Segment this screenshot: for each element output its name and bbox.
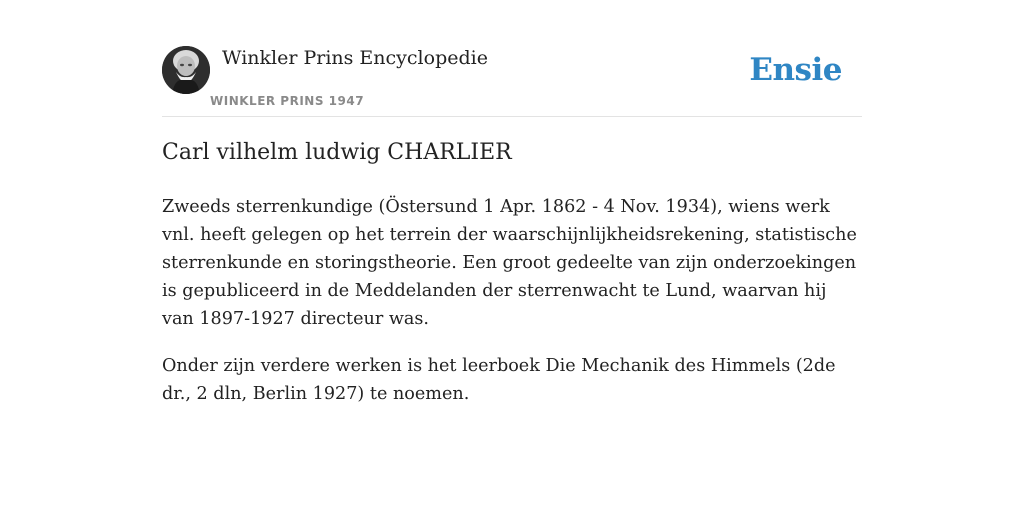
page-header — [162, 46, 862, 117]
article-paragraph: Onder zijn verdere werken is het leerboek Die Mechanik des Himmels (2de dr., 2 dln, Berlin 1927) te noemen. — [162, 356, 836, 404]
publication-avatar[interactable] — [162, 46, 210, 94]
article-paragraph: Zweeds sterrenkundige (Östersund 1 Apr. 1862 - 4 Nov. 1934), wiens werk vnl. heeft gelegen op het terrein der waarschijnlijkheidsrekening, statistische sterrenkunde en storingstheorie. Een groot gedeelte van zijn onderzoekingen is gepubliceerd in de Meddelanden der sterrenwacht te Lund, waarvan hij van 1897-1927 directeur was. — [162, 197, 857, 329]
article-title: Carl vilhelm ludwig CHARLIER — [162, 140, 512, 165]
brand-logo[interactable]: Ensie — [749, 52, 842, 88]
article-body — [162, 193, 862, 427]
publication-name-link[interactable]: Winkler Prins Encyclopedie — [222, 47, 488, 69]
publication-subtitle: WINKLER PRINS 1947 — [210, 94, 365, 108]
portrait-image — [162, 46, 210, 94]
